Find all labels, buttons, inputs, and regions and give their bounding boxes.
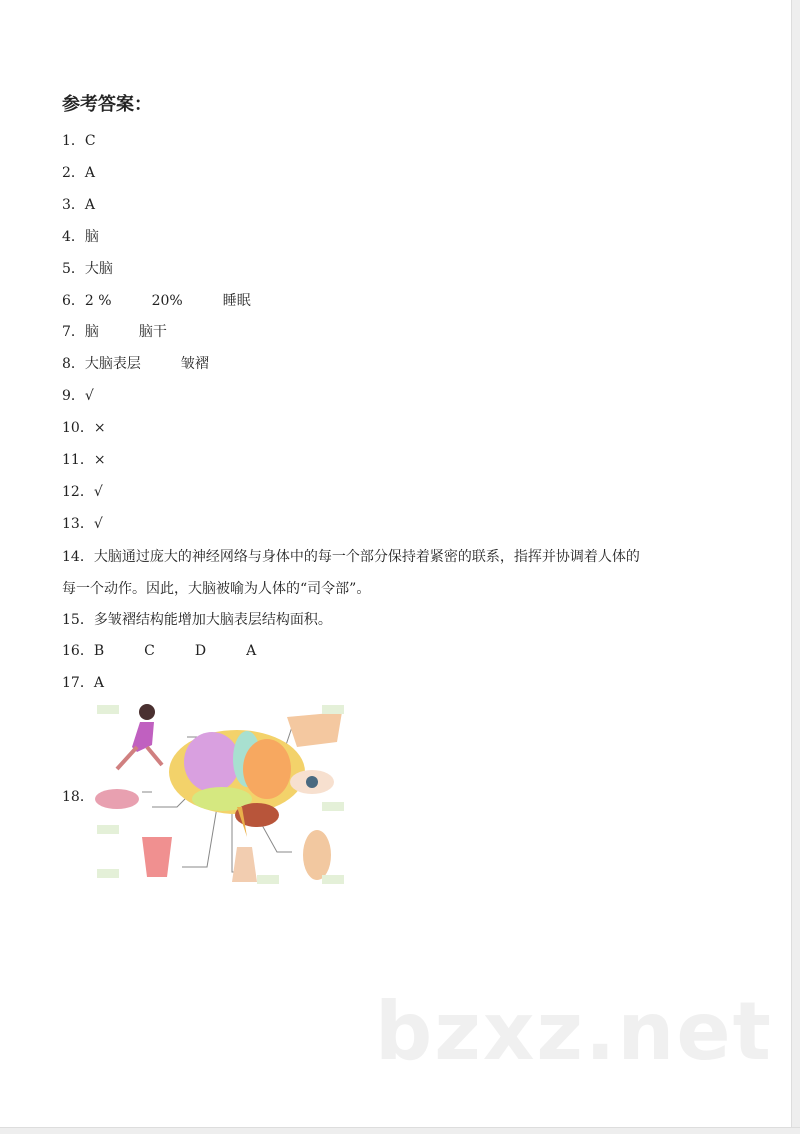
answer-item bbox=[62, 290, 251, 310]
answer-number: 17． bbox=[62, 675, 94, 691]
answer-text: 2 % bbox=[84, 293, 112, 309]
answer-number: 7． bbox=[62, 324, 85, 340]
answer-item bbox=[62, 226, 99, 246]
answer-number: 10． bbox=[62, 420, 94, 436]
answer-text: A bbox=[246, 643, 257, 659]
answer-number: 12． bbox=[62, 484, 94, 500]
scrollbar[interactable] bbox=[791, 0, 800, 1134]
answer-text: C bbox=[144, 643, 155, 659]
answer-text: √ bbox=[93, 484, 103, 500]
answer-item bbox=[62, 417, 106, 437]
answer-text: C bbox=[84, 133, 96, 149]
answer-number: 5． bbox=[62, 261, 85, 277]
answer-text: 大脑表层 bbox=[84, 356, 141, 372]
answer-number: 14． bbox=[62, 549, 94, 565]
page-bottom-edge bbox=[0, 1127, 800, 1134]
answer-text: 脑干 bbox=[138, 324, 167, 340]
answer-number: 11． bbox=[62, 452, 94, 468]
answer-number: 3． bbox=[62, 197, 85, 213]
answer-item bbox=[62, 640, 256, 660]
answer-item bbox=[62, 258, 113, 278]
answer-item bbox=[62, 449, 106, 469]
answer-number: 4． bbox=[62, 229, 85, 245]
answer-item bbox=[62, 194, 95, 214]
answer-item bbox=[62, 786, 94, 806]
watermark: bzxz.net bbox=[375, 985, 773, 1078]
answer-item bbox=[62, 672, 104, 692]
answer-text: 脑 bbox=[84, 324, 99, 340]
answer-text: 大脑 bbox=[84, 261, 113, 277]
answer-text: √ bbox=[93, 516, 103, 532]
answer-text: √ bbox=[84, 388, 94, 404]
answer-item bbox=[62, 513, 103, 533]
answer-text: 皱褶 bbox=[180, 356, 209, 372]
brain-senses-diagram bbox=[92, 697, 347, 887]
answer-item bbox=[62, 481, 103, 501]
answer-number: 18． bbox=[62, 789, 94, 805]
answer-text: 20% bbox=[151, 293, 183, 309]
answer-text: B bbox=[93, 643, 105, 659]
answer-item bbox=[62, 162, 95, 182]
answer-number: 13． bbox=[62, 516, 94, 532]
answer-text: A bbox=[84, 165, 96, 181]
answer-item bbox=[62, 546, 640, 566]
answer-text: A bbox=[93, 675, 104, 691]
answer-text: 睡眠 bbox=[222, 293, 251, 309]
answer-text: × bbox=[93, 420, 106, 436]
page-title: 参考答案： bbox=[62, 94, 152, 115]
answer-item bbox=[62, 130, 96, 150]
answer-number: 8． bbox=[62, 356, 85, 372]
answer-item bbox=[62, 321, 167, 341]
answer-number: 16． bbox=[62, 643, 94, 659]
answer-item bbox=[62, 353, 209, 373]
answer-text: 脑 bbox=[84, 229, 99, 245]
answer-text-continued: 每一个动作。因此，大脑被喻为人体的“司令部”。 bbox=[62, 581, 371, 597]
answer-item bbox=[62, 609, 332, 629]
answer-number: 1． bbox=[62, 133, 85, 149]
answer-text: A bbox=[84, 197, 96, 213]
answer-text: × bbox=[93, 452, 106, 468]
answer-number: 15． bbox=[62, 612, 94, 628]
answer-number: 6． bbox=[62, 293, 85, 309]
answer-text: D bbox=[194, 643, 207, 659]
answer-text: 大脑通过庞大的神经网络与身体中的每一个部分保持着紧密的联系，指挥并协调着人体的 bbox=[93, 549, 640, 565]
answer-number: 2． bbox=[62, 165, 85, 181]
answer-item bbox=[62, 385, 94, 405]
answer-text: 多皱褶结构能增加大脑表层结构面积。 bbox=[93, 612, 332, 628]
answer-number: 9． bbox=[62, 388, 85, 404]
